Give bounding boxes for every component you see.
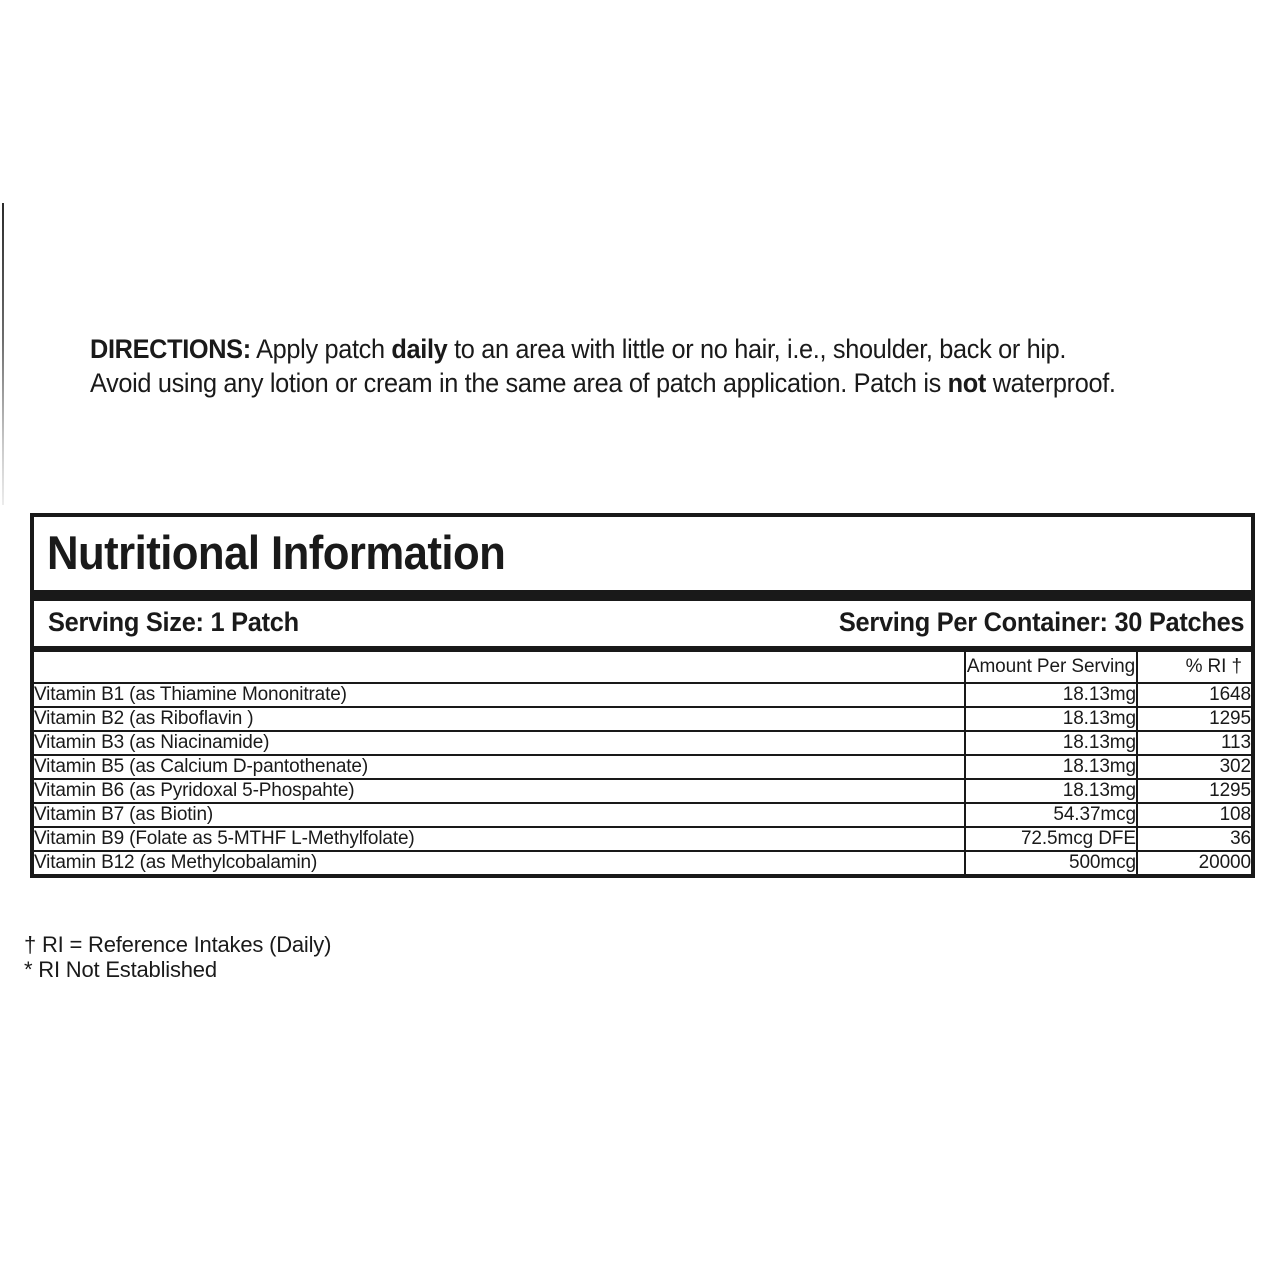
nutrient-percent-ri: 113 (1137, 731, 1251, 755)
serving-size-label: Serving Size: 1 Patch (48, 607, 299, 638)
directions-emphasis-not: not (947, 368, 987, 398)
nutrient-name: Vitamin B9 (Folate as 5-MTHF L-Methylfolate) (34, 827, 965, 851)
nutrient-name: Vitamin B3 (as Niacinamide) (34, 731, 965, 755)
table-row (34, 731, 1251, 755)
nutrient-name: Vitamin B1 (as Thiamine Mononitrate) (34, 683, 965, 707)
nutrient-amount: 72.5mcg DFE (965, 827, 1137, 851)
servings-per-container-label: Serving Per Container: 30 Patches (838, 607, 1244, 638)
nutrient-percent-ri: 1648 (1137, 683, 1251, 707)
column-header-nutrient (34, 651, 965, 683)
footnotes (24, 932, 331, 982)
nutrient-name: Vitamin B2 (as Riboflavin ) (34, 707, 965, 731)
table-header-row (34, 651, 1251, 683)
table-row (34, 779, 1251, 803)
directions-text-2: to an area with little or no hair, i.e., shoulder, back or hip. (447, 334, 1067, 364)
directions-label: DIRECTIONS: (90, 334, 251, 364)
table-row (34, 827, 1251, 851)
nutrient-percent-ri: 108 (1137, 803, 1251, 827)
directions-text-4: waterproof. (986, 368, 1116, 398)
nutrient-amount: 18.13mg (965, 707, 1137, 731)
table-row (34, 755, 1251, 779)
table-header (34, 651, 1251, 683)
nutrient-percent-ri: 36 (1137, 827, 1251, 851)
directions-text-1: Apply patch (250, 334, 392, 364)
nutrient-name: Vitamin B12 (as Methylcobalamin) (34, 851, 965, 874)
column-header-percent-ri: % RI † (1137, 651, 1251, 683)
table-row (34, 707, 1251, 731)
serving-info-row (34, 601, 1251, 650)
nutrient-percent-ri: 302 (1137, 755, 1251, 779)
table-row (34, 851, 1251, 874)
nutrient-name: Vitamin B7 (as Biotin) (34, 803, 965, 827)
nutrition-panel (30, 513, 1255, 878)
scan-edge-artifact (2, 203, 4, 505)
table-row (34, 803, 1251, 827)
nutrient-name: Vitamin B6 (as Pyridoxal 5-Phospahte) (34, 779, 965, 803)
directions-text-3: Avoid using any lotion or cream in the same area of patch application. Patch is (90, 368, 948, 398)
panel-title: Nutritional Information (47, 526, 506, 579)
table-body (34, 683, 1251, 874)
nutrient-percent-ri: 20000 (1137, 851, 1251, 874)
nutrient-amount: 500mcg (965, 851, 1137, 874)
nutrient-amount: 18.13mg (965, 779, 1137, 803)
nutrient-amount: 54.37mcg (965, 803, 1137, 827)
table-row (34, 683, 1251, 707)
nutrient-amount: 18.13mg (965, 731, 1137, 755)
nutrient-percent-ri: 1295 (1137, 779, 1251, 803)
footnote-ri-not-established: * RI Not Established (24, 957, 217, 982)
column-header-amount-per-serving: Amount Per Serving (965, 651, 1137, 683)
nutrient-amount: 18.13mg (965, 755, 1137, 779)
nutrition-table (34, 650, 1251, 874)
nutrient-amount: 18.13mg (965, 683, 1137, 707)
nutrient-name: Vitamin B5 (as Calcium D-pantothenate) (34, 755, 965, 779)
footnote-ri-definition: † RI = Reference Intakes (Daily) (24, 932, 332, 957)
title-divider-bar (34, 590, 1251, 601)
directions-emphasis-daily: daily (391, 334, 448, 364)
nutrient-percent-ri: 1295 (1137, 707, 1251, 731)
directions-paragraph (90, 332, 1169, 400)
